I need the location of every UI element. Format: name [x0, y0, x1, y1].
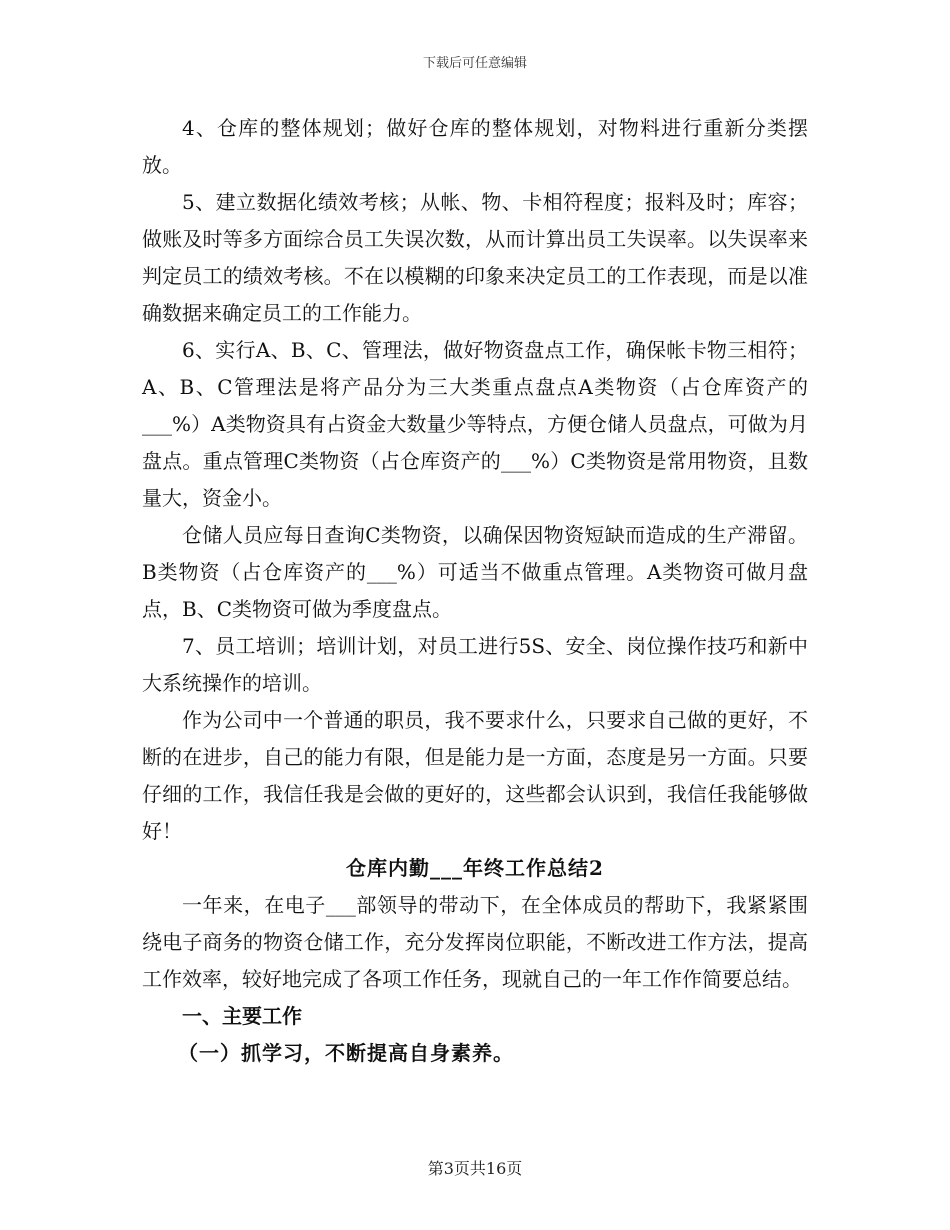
- paragraph-performance-assessment: 5、建立数据化绩效考核；从帐、物、卡相符程度；报料及时；库容；做账及时等多方面综合员工失误次数，从而计算出员工失误率。以失误率来判定员工的绩效考核。不在以模糊的印象来决定员工的工作表现，而是以准确数据来确定员工的工作能力。: [142, 190, 808, 325]
- paragraph-abc-management: 6、实行A、B、C、管理法，做好物资盘点工作，确保帐卡物三相符；A、B、C管理法是将产品分为三大类重点盘点A类物资（占仓库资产的___%）A类物资具有占资金大数量少等特点，方便仓储人员盘点，可做为月盘点。重点管理C类物资（占仓库资产的___%）C类物资是常用物资，且数量大，资金小。: [142, 338, 808, 510]
- paragraph-year-summary: 一年来，在电子___部领导的带动下，在全体成员的帮助下，我紧紧围绕电子商务的物资仓储工作，充分发挥岗位职能，不断改进工作方法，提高工作效率，较好地完成了各项工作任务，现就自己的一年工作作简要总结。: [142, 893, 808, 991]
- page-number-footer: 第3页共16页: [427, 1159, 523, 1178]
- heading-main-work: 一、主要工作: [182, 1004, 302, 1028]
- section-title: 仓库内勤___年终工作总结2: [346, 856, 604, 880]
- document-body: [142, 110, 808, 1072]
- heading-study: （一）抓学习，不断提高自身素养。: [178, 1041, 514, 1065]
- paragraph-warehouse-planning: 4、仓库的整体规划；做好仓库的整体规划，对物料进行重新分类摆放。: [142, 116, 808, 177]
- paragraph-personal-attitude: 作为公司中一个普通的职员，我不要求什么，只要求自己做的更好，不断的在进步，自己的能力有限，但是能力是一方面，态度是另一方面。只要仔细的工作，我信任我是会做的更好的，这些都会认识到，我信任我能够做好！: [142, 708, 808, 843]
- header-note: 下载后可任意编辑: [422, 56, 527, 71]
- paragraph-staff-training: 7、员工培训；培训计划，对员工进行5S、安全、岗位操作技巧和新中大系统操作的培训。: [142, 634, 808, 695]
- paragraph-c-class-query: 仓储人员应每日查询C类物资，以确保因物资短缺而造成的生产滞留。B类物资（占仓库资产的___%）可适当不做重点管理。A类物资可做月盘点，B、C类物资可做为季度盘点。: [142, 523, 808, 621]
